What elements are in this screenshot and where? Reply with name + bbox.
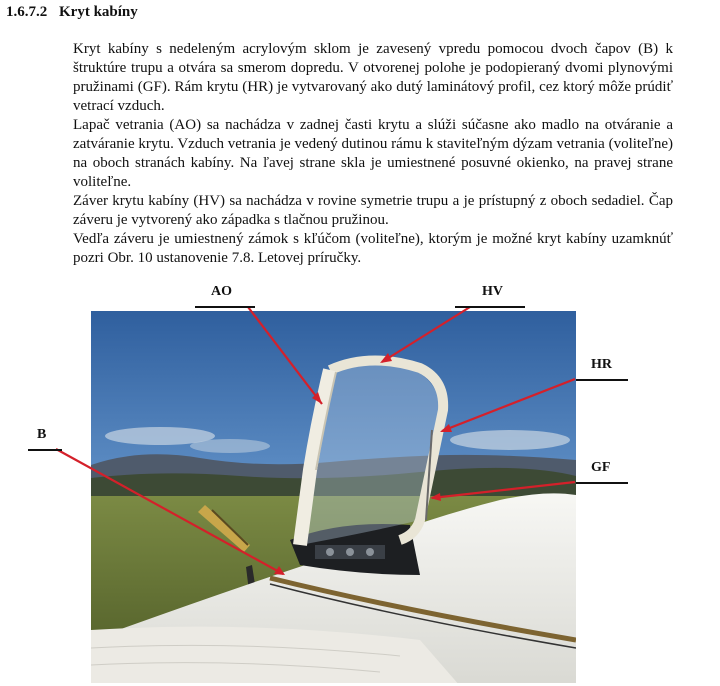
aircraft-photo bbox=[91, 311, 576, 686]
section-title: Kryt kabíny bbox=[59, 4, 138, 20]
callout-hv: HV bbox=[482, 284, 503, 299]
callout-b: B bbox=[37, 427, 47, 442]
paragraph-canopy: Kryt kabíny s nedeleným acrylovým sklom je zavesený vpredu pomocou dvoch čapov (B) k štruktúre trupu a otvára sa smerom dopredu. V otvorenej polohe je podopieraný dvomi plynovými pružinami (GF). Rám krytu (HR) je vytvarovaný ako dutý laminátový profil, cez ktorý môže prúdiť vetrací vzduch. bbox=[73, 41, 673, 114]
callout-gf: GF bbox=[591, 460, 611, 475]
paragraph-latch: Záver krytu kabíny (HV) sa nachádza v rovine symetrie trupu a je prístupný z oboch sedadiel. Čap záveru je vytvorený ako západka s tlačnou pružinou. bbox=[73, 193, 673, 228]
callout-hr: HR bbox=[591, 357, 612, 372]
section-number: 1.6.7.2 bbox=[6, 4, 48, 20]
paragraph-lock: Vedľa záveru je umiestnený zámok s kľúčom (voliteľne), ktorým je možné kryt kabíny uzamknúť pozri Obr. 10 ustanovenie 7.8. Letovej príručky. bbox=[73, 231, 673, 266]
paragraph-ventilation: Lapač vetrania (AO) sa nachádza v zadnej časti krytu a slúži súčasne ako madlo na otváranie a zatváranie krytu. Vzduch vetrania je vedený dutinou rámu k staviteľným dýzam vetrania (voliteľne) na oboch stranách kabíny. Na ľavej strane skla je umiestnené posuvné okienko, na pravej strane voliteľne. bbox=[73, 117, 673, 190]
callout-ao: AO bbox=[211, 284, 232, 299]
